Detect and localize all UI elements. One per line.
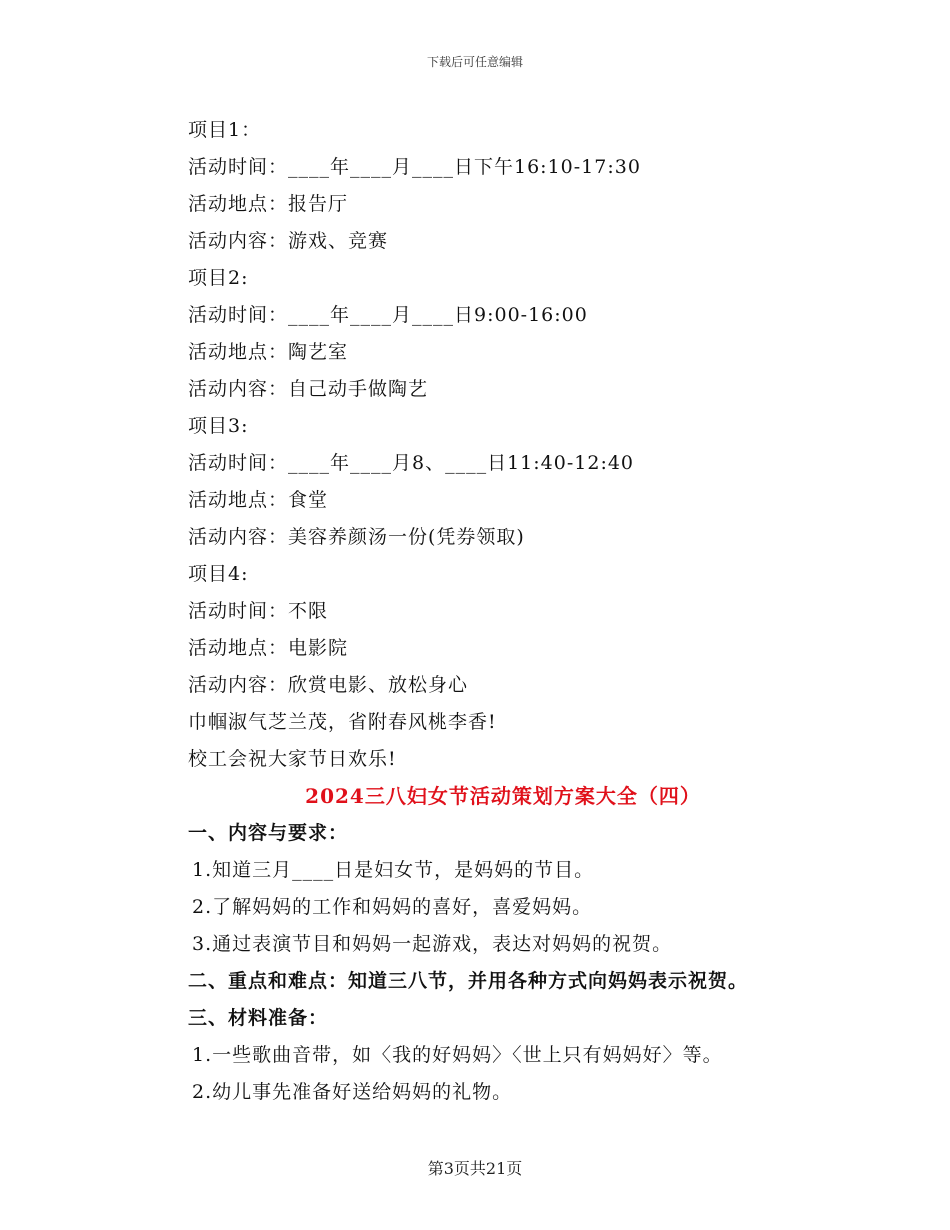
text-line: 项目4: (188, 563, 249, 585)
list-item: 1.知道三月____日是妇女节，是妈妈的节目。 (192, 859, 595, 881)
text-line: 活动内容：欣赏电影、放松身心 (188, 674, 469, 696)
text-line: 活动内容：美容养颜汤一份(凭券领取) (188, 526, 525, 548)
text-line: 项目2: (188, 267, 249, 289)
section-title: 2024三八妇女节活动策划方案大全（四） (305, 784, 701, 808)
section-heading: 二、重点和难点：知道三八节，并用各种方式向妈妈表示祝贺。 (188, 970, 749, 992)
list-item: 3.通过表演节目和妈妈一起游戏，表达对妈妈的祝贺。 (192, 933, 673, 955)
text-line: 活动地点：食堂 (188, 489, 329, 511)
list-item: 1.一些歌曲音带，如〈我的好妈妈〉〈世上只有妈妈好〉等。 (192, 1044, 723, 1066)
text-line: 项目3: (188, 415, 249, 437)
text-line: 活动内容：自己动手做陶艺 (188, 378, 429, 400)
document-body (188, 112, 828, 1111)
text-line: 活动地点：陶艺室 (188, 341, 349, 363)
text-line: 巾帼淑气芝兰茂，省附春风桃李香! (188, 711, 497, 733)
list-item: 2.了解妈妈的工作和妈妈的喜好，喜爱妈妈。 (192, 896, 593, 918)
page-header: 下载后可任意编辑 (426, 55, 523, 69)
section-heading: 三、材料准备： (188, 1007, 329, 1029)
text-line: 活动地点：电影院 (188, 637, 349, 659)
text-line: 活动时间：____年____月____日9:00-16:00 (188, 304, 588, 326)
text-line: 校工会祝大家节日欢乐! (188, 748, 397, 770)
page-footer: 第3页共21页 (427, 1159, 523, 1178)
text-line: 活动时间：____年____月____日下午16:10-17:30 (188, 156, 641, 178)
text-line: 活动时间：不限 (188, 600, 329, 622)
text-line: 活动地点：报告厅 (188, 193, 349, 215)
text-line: 项目1： (188, 119, 262, 141)
text-line: 活动内容：游戏、竞赛 (188, 230, 389, 252)
section-heading: 一、内容与要求： (188, 822, 349, 844)
list-item: 2.幼儿事先准备好送给妈妈的礼物。 (192, 1081, 513, 1103)
text-line: 活动时间：____年____月8、____日11:40-12:40 (188, 452, 635, 474)
